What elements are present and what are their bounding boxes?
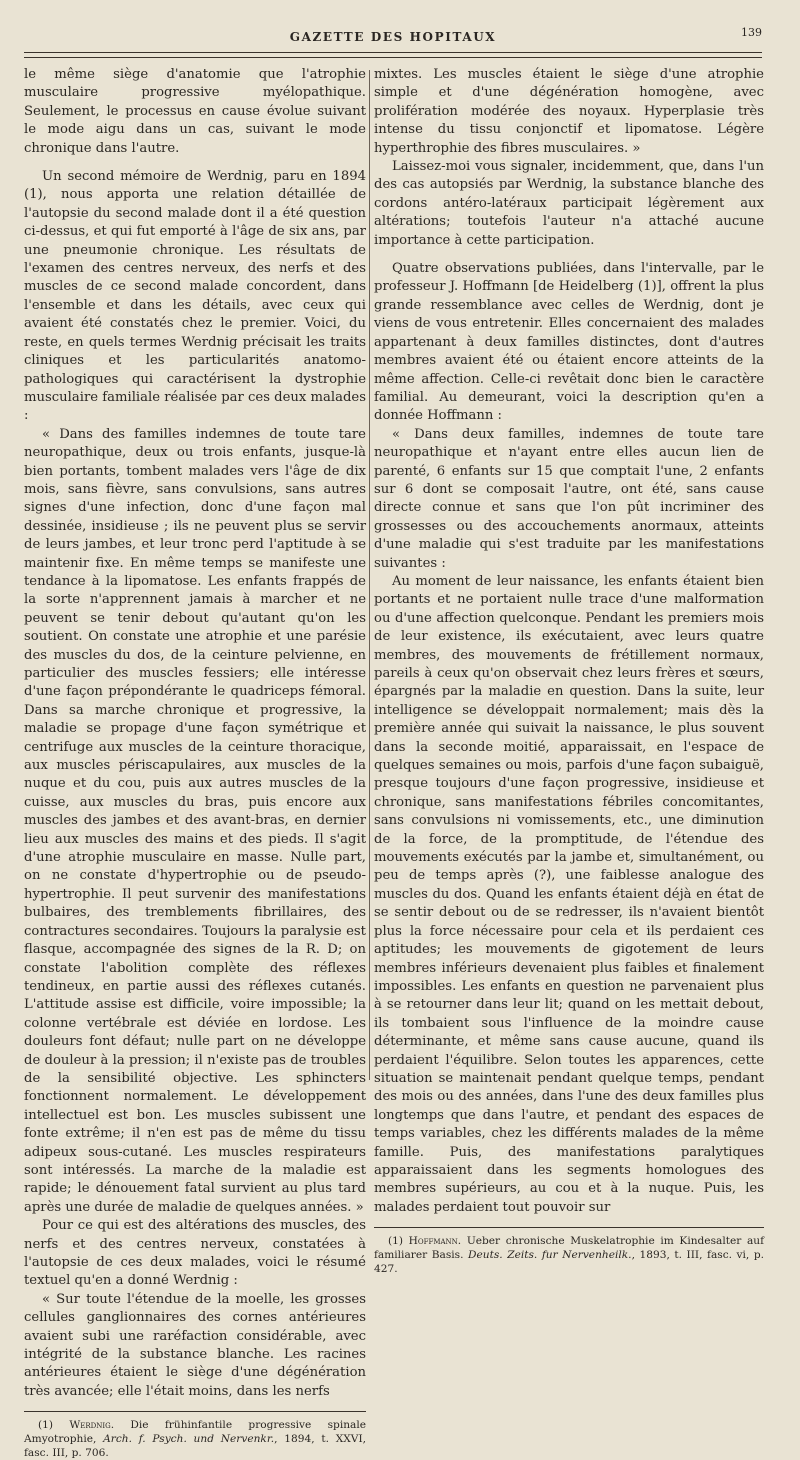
footnote-rule xyxy=(24,1411,366,1412)
footnote-author: Werdnig. xyxy=(69,1419,115,1432)
text-columns xyxy=(24,66,764,1460)
footnote-title: Die frühinfantile progressive spinale Amyotrophie, xyxy=(24,1419,366,1446)
footnote-author: Hoffmann. xyxy=(408,1235,462,1248)
paragraph: Pour ce qui est des altérations des muscles, des nerfs et des centres nerveux, constatées à l'autopsie de ces deux malades, voici le résumé textuel qu'en a donné Werdnig : xyxy=(24,1218,366,1289)
paragraph: Laissez-moi vous signaler, incidemment, que, dans l'un des cas autopsiés par Werdnig, la substance blanche des cordons antéro-latéraux participait légèrement aux altérations; toutefois l'auteur n'a attaché aucune importance à cette participation. xyxy=(374,159,764,248)
right-column xyxy=(374,66,764,1276)
paragraph: mixtes. Les muscles étaient le siège d'une atrophie simple et d'une dégénération homogène, avec prolifération modérée des noyaux. Hyperplasie très intense du tissu conjonctif et lipomatose. Légère hyperthrophie des fibres musculaires. » xyxy=(374,67,764,156)
column-divider xyxy=(369,70,370,1080)
paragraph: Au moment de leur naissance, les enfants étaient bien portants et ne portaient nulle trace d'une malformation ou d'une affection quelconque. Pendant les premiers mois de leur existence, ils exécutaient, avec leurs quatre membres, des mouvements de frétillement normaux, pareils à ceux qu'on observait chez leurs frères et sœurs, épargnés par la maladie en question. Dans la suite, leur intelligence se développait normalement; mais dès la première année qui suivait la naissance, le plus souvent dans la seconde moitié, apparaissait, en l'espace de quelques semaines ou mois, parfois d'une façon subaiguë, presque toujours d'une façon progressive, insidieuse et chronique, sans manifestations fébriles concomitantes, sans convulsions ni vomissements, etc., une diminution de la force, de la promptitude, de l'étendue des mouvements exécutés par la jambe et, simultanément, ou peu de temps après (?), une faiblesse analogue des muscles du dos. Quand les enfants étaient déjà en état de se sentir debout ou de se redresser, ils n'avaient bientôt plus la force nécessaire pour cela et ils perdaient ces aptitudes; les mouvements de gigotement de leurs membres inférieurs devenaient plus faibles et finalement impossibles. Les enfants en question ne parvenaient plus à se retourner dans leur lit; quand on les mettait debout, ils tombaient sous l'influence de la moindre cause déterminante, et même sans cause aucune, quand ils perdaient l'équilibre. Selon toutes les apparences, cette situation se maintenait pendant quelque temps, pendant des mois ou des années, dans l'une des deux familles plus longtemps que dans l'autre, et pendant des espaces de temps variables, chez les différents malades de la même famille. Puis, des manifestations paralytiques apparaissaient dans les segments homologues des membres supérieurs, au cou et à la nuque. Puis, les malades perdaient tout pouvoir sur xyxy=(374,573,764,1215)
footnote-ref: , 1894, t. XXVI, fasc. III, p. 706. xyxy=(24,1433,366,1460)
footnote: (1) Hoffmann. Ueber chronische Muskelatrophie im Kindesalter auf familiarer Basis. Deuts. Zeits. fur Nervenheilk., 1893, t. III, fasc. vi, p. 427. xyxy=(374,1235,764,1276)
header-rule-thin xyxy=(24,57,762,58)
running-title: GAZETTE DES HOPITAUX xyxy=(289,30,497,44)
paragraph: le même siège d'anatomie que l'atrophie musculaire progressive myélopathique. Seulement, le processus en cause évolue suivant le mode aigu dans un cas, suivant le mode chronique dans l'autre. xyxy=(24,67,366,156)
footnote-journal: Deuts. Zeits. fur Nervenheilk. xyxy=(468,1249,632,1262)
footnote: (1) Werdnig. Die frühinfantile progressive spinale Amyotrophie, Arch. f. Psych. und Nervenkr., 1894, t. XXVI, fasc. III, p. 706. xyxy=(24,1419,366,1460)
footnote-title: Ueber chronische Muskelatrophie im Kindesalter auf familiarer Basis. xyxy=(374,1235,764,1262)
quotation-paragraph: « Dans deux familles, indemnes de toute tare neuropathique et n'ayant entre elles aucun lien de parenté, 6 enfants sur 15 que comptait l'une, 2 enfants sur 6 dont se composait l'autre, ont été, sans cause directe connue et sans que l'on pût incriminer des grossesses ou des accouchements anormaux, atteints d'une maladie qui s'est traduite par les manifestations suivantes : xyxy=(374,426,764,571)
quotation-paragraph: « Dans des familles indemnes de toute tare neuropathique, deux ou trois enfants, jusque-là bien portants, tombent malades vers l'âge de dix mois, sans fièvre, sans convulsions, sans autres signes d'une infection, donc d'une façon mal dessinée, insidieuse ; ils ne peuvent plus se servir de leurs jambes, et leur tronc perd l'aptitude à se maintenir fixe. En même temps se manifeste une tendance à la lipomatose. Les enfants frappés de la sorte n'apprennent jamais à marcher et ne peuvent se tenir debout qu'autant qu'on les soutient. On constate une atrophie et une parésie des muscles du dos, de la ceinture pelvienne, en particulier des muscles fessiers; elle intéresse d'une façon prépondérante le quadriceps fémoral. Dans sa marche chronique et progressive, la maladie se propage d'une façon symétrique et centrifuge aux muscles de la ceinture thoracique, aux muscles périscapulaires, aux muscles de la nuque et du cou, puis aux autres muscles de la cuisse, aux muscles du bras, puis encore aux muscles des jambes et des avant-bras, en dernier lieu aux muscles des mains et des pieds. Il s'agit d'une atrophie musculaire en masse. Nulle part, on ne constate d'hypertrophie ou de pseudo-hypertrophie. Il peut survenir des manifestations bulbaires, des tremblements fibrillaires, des contractures secondaires. Toujours la paralysie est flasque, accompagnée des signes de la R. D; on constate l'abolition complète des réflexes tendineux, en partie aussi des réflexes cutanés. L'attitude assise est difficile, voire impossible; la colonne vertébrale est déviée en lordose. Les douleurs font défaut; nulle part on ne développe de douleur à la pression; il n'existe pas de troubles de la sensibilité objective. Les sphincters fonctionnent normalement. Le développement intellectuel est bon. Les muscles subissent une fonte extrême; il n'en est pas de même du tissu adipeux sous-cutané. Les muscles respirateurs sont intéressés. La marche de la maladie est rapide; le dénouement fatal survient au plus tard après une durée de maladie de quelques années. » xyxy=(24,426,366,1215)
paragraph: Quatre observations publiées, dans l'intervalle, par le professeur J. Hoffmann [de Heidelberg (1)], offrent la plus grande ressemblance avec celles de Werdnig, dont je viens de vous entretenir. Elles concernaient des malades appartenant à deux familles distinctes, dont d'autres membres avaient été ou étaient encore atteints de la même affection. Celle-ci revêtait donc bien le caractère familial. Au demeurant, voici la description qu'en a donnée Hoffmann : xyxy=(374,261,764,424)
header-rule xyxy=(24,52,762,53)
left-column xyxy=(24,66,366,1460)
page-header xyxy=(24,26,762,52)
quotation-paragraph: « Sur toute l'étendue de la moelle, les grosses cellules ganglionnaires des cornes antérieures avaient subi une raréfaction considérable, avec intégrité de la substance blanche. Les racines antérieures étaient le siège d'une dégénération très avancée; elle l'était moins, dans les nerfs xyxy=(24,1291,366,1399)
footnote-ref: , 1893, t. III, fasc. vi, p. 427. xyxy=(374,1249,764,1276)
paragraph: Un second mémoire de Werdnig, paru en 1894 (1), nous apporta une relation détaillée de l'autopsie du second malade dont il a été question ci-dessus, et qui fut emporté à l'âge de six ans, par une pneumonie chronique. Les résultats de l'examen des centres nerveux, des nerfs et des muscles de ce second malade concordent, dans l'ensemble et dans les détails, avec ceux qui avaient été constatés chez le premier. Voici, du reste, en quels termes Werdnig précisait les traits cliniques et les particularités anatomo-pathologiques qui caractérisent la dystrophie musculaire familiale réalisée par ces deux malades : xyxy=(24,169,366,424)
footnote-journal: Arch. f. Psych. und Nervenkr. xyxy=(103,1433,275,1446)
footnote-rule xyxy=(374,1227,764,1228)
page-number: 139 xyxy=(741,26,762,39)
